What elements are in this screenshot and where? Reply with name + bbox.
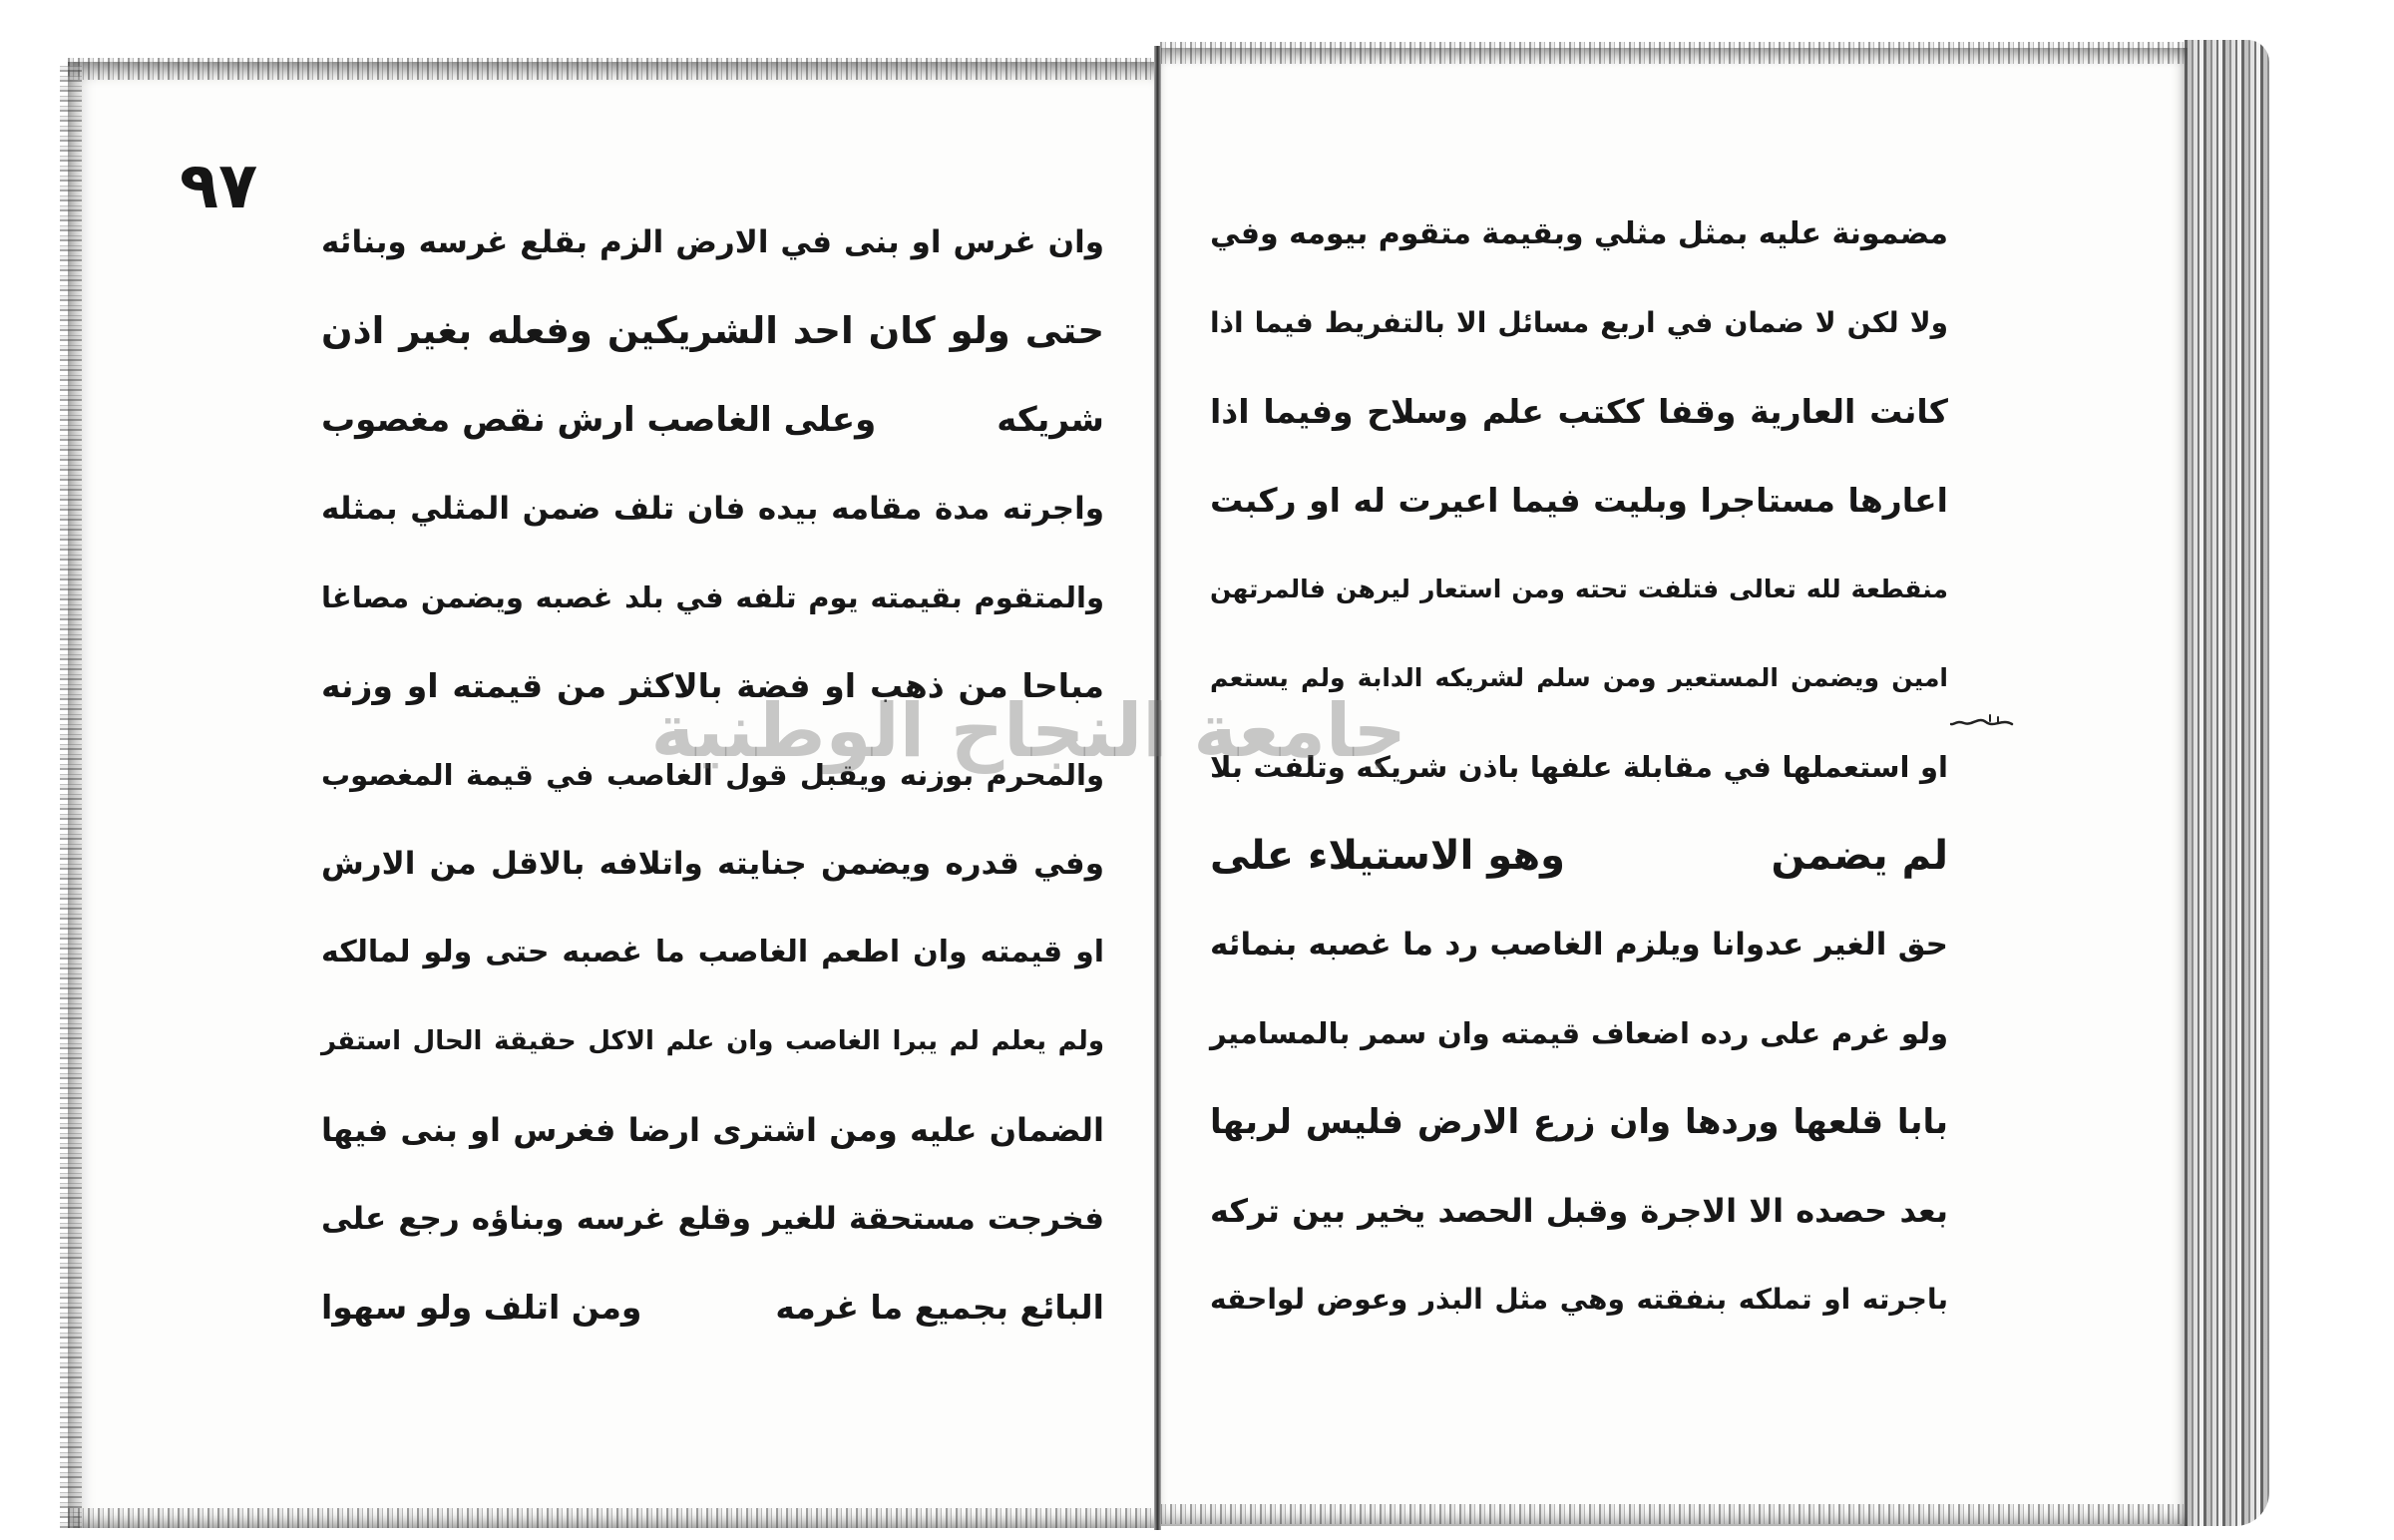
right-page-line xyxy=(1210,456,1948,545)
text-segment: وفي قدره ويضمن جنايته واتلافه بالاقل من الارش xyxy=(321,845,1104,882)
text-segment: امين ويضمن المستعير ومن سلم لشريكه الدابة ولم يستعم xyxy=(1210,663,1948,692)
right-page-line xyxy=(1210,1077,1948,1166)
left-page-text xyxy=(321,197,1104,1351)
text-segment: اعارها مستاجرا وبليت فيما اعيرت له او ركبت xyxy=(1210,481,1948,520)
right-page-line xyxy=(1210,633,1948,722)
margin-mark-icon xyxy=(1950,706,2014,740)
left-page-line xyxy=(321,641,1104,730)
right-page-text xyxy=(1210,190,1948,1344)
text-segment: بابا قلعها وردها وان زرع الارض فليس لربها xyxy=(1210,1101,1948,1142)
left-page-line xyxy=(321,996,1104,1085)
text-segment: وان غرس او بنى في الارض الزم بقلع غرسه وبنائه xyxy=(321,223,1104,260)
text-segment: بعد حصده الا الاجرة وقبل الحصد يخير بين تركه xyxy=(1210,1191,1948,1230)
right-page-line xyxy=(1210,1255,1948,1344)
right-page-line xyxy=(1210,811,1948,900)
left-page-line xyxy=(321,286,1104,375)
text-segment: وعلى الغاصب ارش نقص مغصوب xyxy=(321,399,877,440)
left-page-line xyxy=(321,819,1104,908)
left-page-line xyxy=(321,908,1104,996)
right-page-line xyxy=(1210,367,1948,456)
text-segment: البائع بجميع ما غرمه xyxy=(775,1288,1104,1327)
text-segment: والمتقوم بقيمته يوم تلفه في بلد غصبه ويضمن مصاغا xyxy=(321,579,1104,614)
right-page-line xyxy=(1210,900,1948,988)
text-segment: لم يضمن xyxy=(1771,832,1948,879)
text-segment: كانت العارية وقفا ككتب علم وسلاح وفيما اذا xyxy=(1210,392,1948,431)
text-segment: او استعملها في مقابلة علفها باذن شريكه وتلفت بلا xyxy=(1210,749,1948,784)
text-segment: حتى ولو كان احد الشريكين وفعله بغير اذن xyxy=(321,309,1104,352)
left-page-line xyxy=(321,553,1104,641)
text-segment: باجرته او تملكه بنفقته وهي مثل البذر وعوض لواحقه xyxy=(1210,1283,1948,1316)
right-page-line xyxy=(1210,988,1948,1077)
text-segment: والمحرم بوزنه ويقبل قول الغاصب في قيمة المغصوب xyxy=(321,757,1104,792)
left-page-line xyxy=(321,375,1104,464)
left-page-line xyxy=(321,1263,1104,1351)
page-stack-edge xyxy=(2185,40,2269,1526)
left-page-line xyxy=(321,730,1104,819)
left-page-line xyxy=(321,464,1104,553)
left-page-line xyxy=(321,1174,1104,1263)
text-segment: مباحا من ذهب او فضة بالاكثر من قيمته او وزنه xyxy=(321,666,1104,705)
book-gutter xyxy=(1154,46,1161,1530)
text-segment: فخرجت مستحقة للغير وقلع غرسه وبناؤه رجع على xyxy=(321,1200,1104,1237)
text-segment: ولا لكن لا ضمان في اربع مسائل الا بالتفريط فيما اذا xyxy=(1210,306,1948,339)
text-segment: واجرته مدة مقامه بيده فان تلف ضمن المثلي بمثله xyxy=(321,490,1104,527)
watermark: جامعة النجاح الوطنية xyxy=(650,688,1406,774)
right-page-line xyxy=(1210,545,1948,633)
left-page-line xyxy=(321,197,1104,286)
text-segment: مضمونة عليه بمثل مثلي وبقيمة متقوم بيومه وفي xyxy=(1210,216,1948,251)
right-page-line xyxy=(1210,278,1948,367)
text-segment: وهو الاستيلاء على xyxy=(1210,832,1565,879)
text-segment: ولم يعلم لم يبرا الغاصب وان علم الاكل حقيقة الحال استقر xyxy=(321,1025,1104,1056)
text-segment: شريكه xyxy=(997,399,1104,440)
right-page-line xyxy=(1210,190,1948,278)
right-page-line xyxy=(1210,722,1948,811)
text-segment: حق الغير عدوانا ويلزم الغاصب رد ما غصبه بنمائه xyxy=(1210,926,1948,962)
right-page-line xyxy=(1210,1166,1948,1255)
page-number: ٩٧ xyxy=(180,150,258,223)
text-segment: الضمان عليه ومن اشترى ارضا فغرس او بنى فيها xyxy=(321,1110,1104,1149)
left-page-line xyxy=(321,1085,1104,1174)
text-segment: ومن اتلف ولو سهوا xyxy=(321,1288,642,1327)
text-segment: ولو غرم على رده اضعاف قيمته وان سمر بالمسامير xyxy=(1210,1015,1948,1050)
text-segment: منقطعة لله تعالى فتلفت تحته ومن استعار ليرهن فالمرتهن xyxy=(1210,575,1948,603)
text-segment: او قيمته وان اطعم الغاصب ما غصبه حتى ولو لمالكه xyxy=(321,935,1104,969)
